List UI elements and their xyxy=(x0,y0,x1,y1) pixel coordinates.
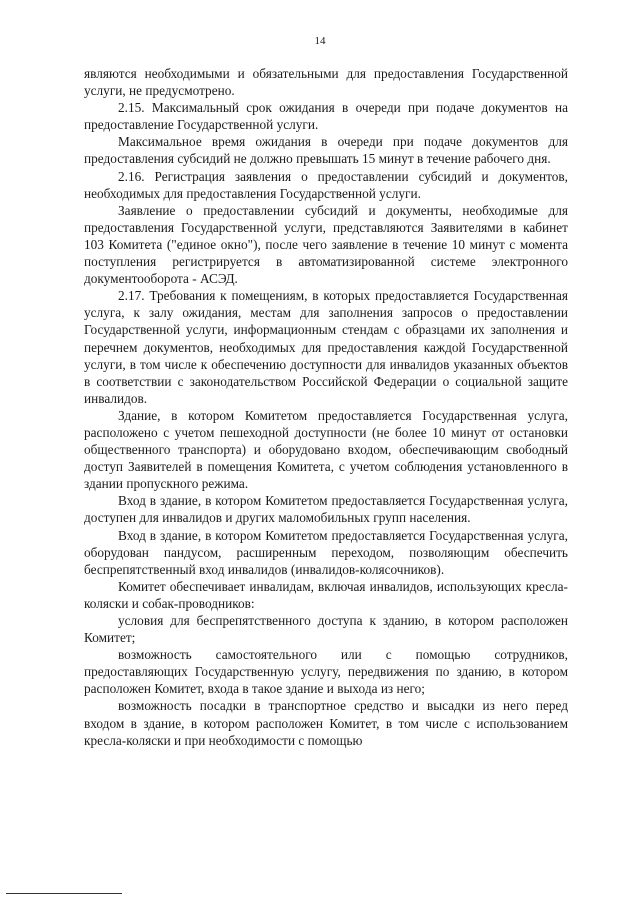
paragraph: Вход в здание, в котором Комитетом предоставляется Государственная услуга, доступен для инвалидов и других маломобильных групп населения. xyxy=(84,493,568,526)
section-heading-2-16: 2.16. Регистрация заявления о предоставлении субсидий и документов, необходимых для предоставления Государственной услуги. xyxy=(84,168,568,201)
document-body xyxy=(84,65,568,749)
section-heading-2-17: 2.17. Требования к помещениям, в которых предоставляется Государственная услуга, к залу ожидания, местам для заполнения запросов о предоставлении Государственной услуги, информационным стендам с образцами их заполнения и перечнем документов, необходимых для предоставления каждой Государственной услуги, в том числе к обеспечению доступности для инвалидов указанных объектов в соответствии с законодательством Российской Федерации о социальной защите инвалидов. xyxy=(84,288,568,406)
page-number: 14 xyxy=(314,35,326,47)
section-heading-2-15: 2.15. Максимальный срок ожидания в очереди при подаче документов на предоставление Государственной услуги. xyxy=(84,100,568,133)
list-item: возможность посадки в транспортное средство и высадки из него перед входом в здание, в котором расположен Комитет, в том числе с использованием кресла-коляски и при необходимости с помощью xyxy=(84,698,568,748)
paragraph: Вход в здание, в котором Комитетом предоставляется Государственная услуга, оборудован пандусом, расширенным переходом, позволяющим обеспечить беспрепятственный вход инвалидов (инвалидов-колясочников). xyxy=(84,527,568,577)
paragraph: Максимальное время ожидания в очереди при подаче документов для предоставления субсидий не должно превышать 15 минут в течение рабочего дня. xyxy=(84,134,568,167)
paragraph: Заявление о предоставлении субсидий и документы, необходимые для предоставления Государственной услуги, представляются Заявителями в кабинет 103 Комитета ("единое окно"), после чего заявление в течение 10 минут с момента поступления регистрируется в автоматизированной системе электронного документооборота - АСЭД. xyxy=(84,202,568,287)
list-item: условия для беспрепятственного доступа к зданию, в котором расположен Комитет; xyxy=(84,613,568,646)
list-item: возможность самостоятельного или с помощью сотрудников, предоставляющих Государственную услугу, передвижения по зданию, в котором расположен Комитет, входа в такое здание и выхода из него; xyxy=(84,647,568,697)
footnote-divider xyxy=(6,893,122,894)
paragraph: являются необходимыми и обязательными для предоставления Государственной услуги, не предусмотрено. xyxy=(84,66,568,99)
paragraph: Здание, в котором Комитетом предоставляется Государственная услуга, расположено с учетом пешеходной доступности (не более 10 минут от остановки общественного транспорта) и оборудовано входом, обеспечивающим свободный доступ Заявителей в помещения Комитета, с учетом соблюдения установленного в здании пропускного режима. xyxy=(84,407,568,492)
paragraph: Комитет обеспечивает инвалидам, включая инвалидов, использующих кресла-коляски и собак-проводников: xyxy=(84,578,568,611)
